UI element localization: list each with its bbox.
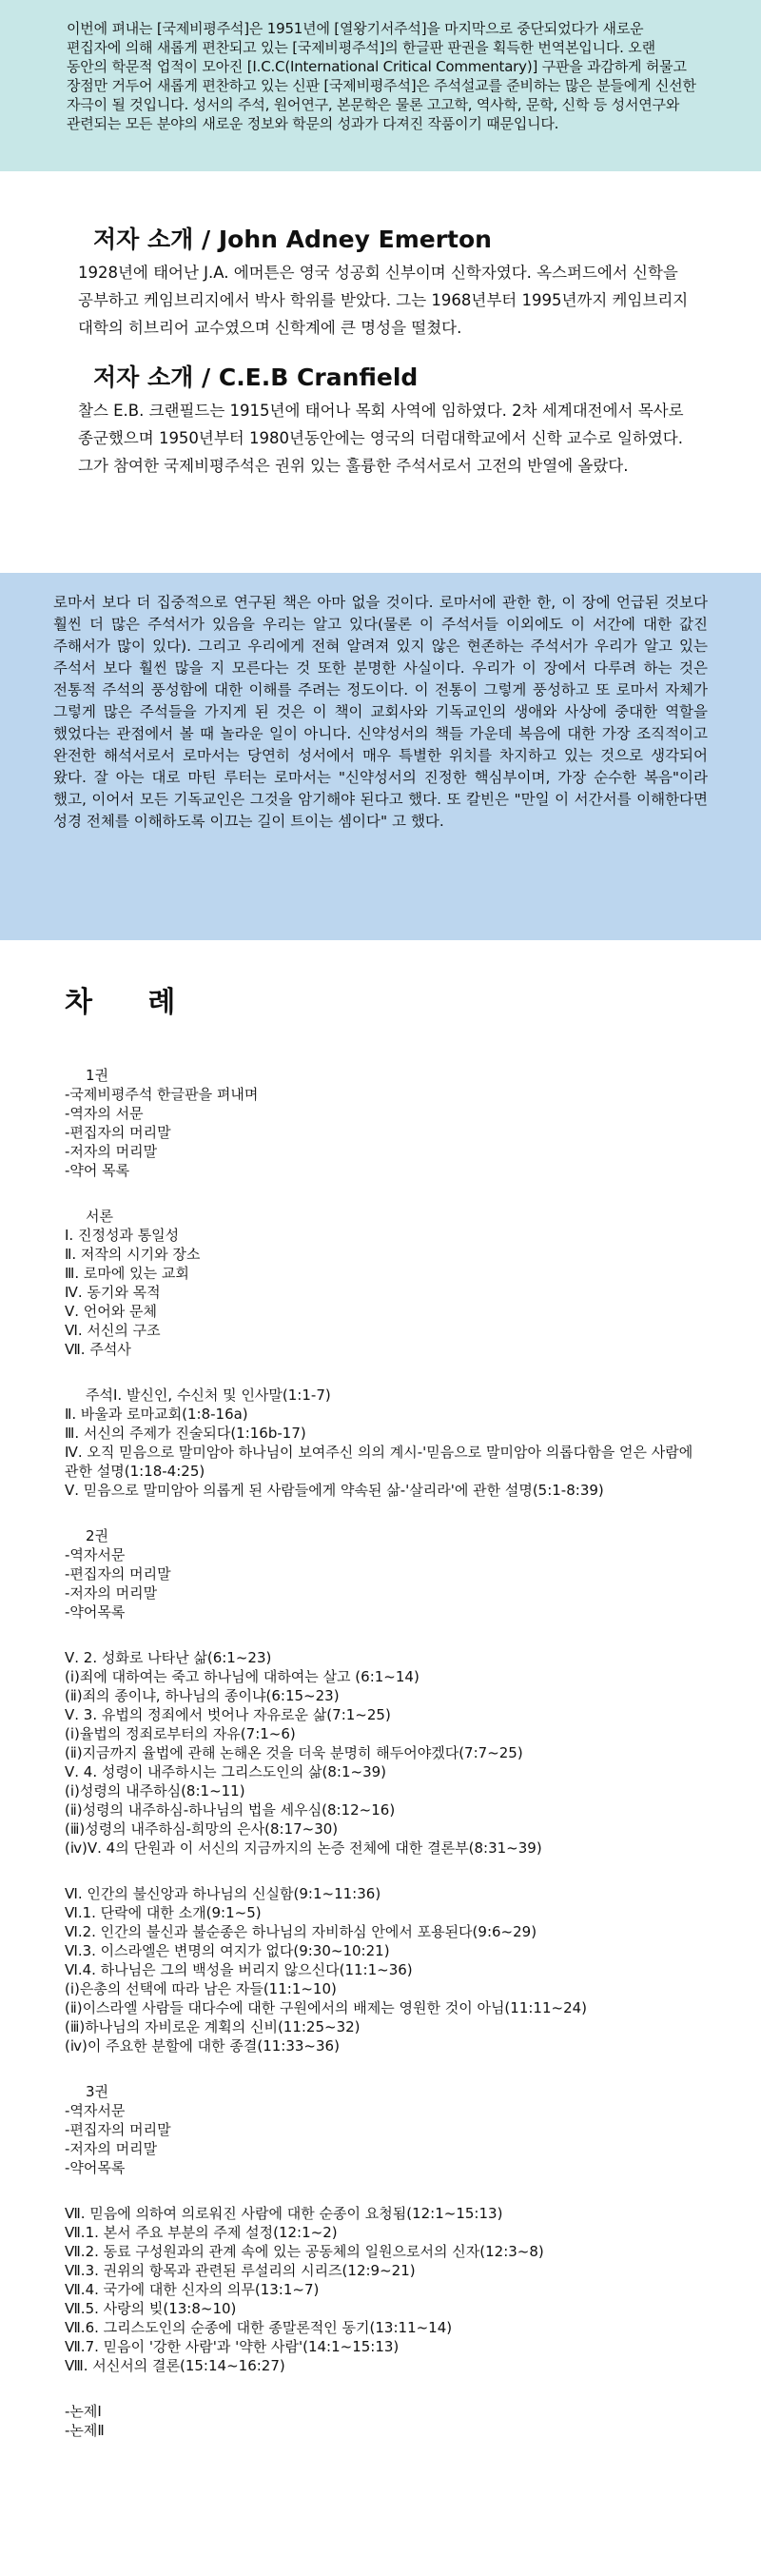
toc-section xyxy=(65,1884,696,2055)
toc-item: -약어목록 xyxy=(65,2159,126,2176)
toc-item: Ⅱ. 바울과 로마교회(1:8-16a) xyxy=(65,1406,248,1423)
toc-item: (ⅰ)죄에 대하여는 죽고 하나님에 대하여는 살고 (6:1~14) xyxy=(65,1668,420,1685)
toc-item: -논제Ⅰ xyxy=(65,2403,102,2420)
quote-text: 로마서 보다 더 집중적으로 연구된 책은 아마 없을 것이다. 로마서에 관한 한, 이 장에 언급된 것보다 훨씬 더 많은 주석서가 있음을 우리는 알고 있다(물론 이 주석서들 이외에도 이 서간에 대한 값진 주해서가 많이 있다). 그리고 우리에게 전혀 알려져 있지 않은 현존하는 주석서가 우리가 알고 있는 주석서 보다 훨씬 많을 지 모른다는 것 또한 분명한 사실이다. 우리가 이 장에서 다루려 하는 것은 전통적 주석의 풍성함에 대한 이해를 주려는 정도이다. 이 전통이 그렇게 풍성하고 또 로마서 자체가 그렇게 많은 주석들을 가지게 된 것은 이 책이 교회사와 기독교인의 생애와 사상에 중대한 역할을 했었다는 관점에서 볼 때 놀라운 일이 아니다. 신약성서의 책들 가운데 복음에 대한 가장 조직적이고 완전한 해석서로서 로마서는 당연히 성서에서 매우 특별한 위치를 차지하고 있는 것으로 생각되어 왔다. 잘 아는 대로 마틴 루터는 로마서는 "신약성서의 진정한 핵심부이며, 가장 순수한 복음"이라 했고, 이어서 모든 기독교인은 그것을 암기해야 된다고 했다. 또 칼빈은 "만일 이 서간서를 이해한다면 성경 전체를 이해하도록 이끄는 길이 트이는 셈이다" 고 했다. xyxy=(53,594,708,830)
toc-item: -국제비평주석 한글판을 펴내며 xyxy=(65,1086,259,1103)
toc-item: -저자의 머리말 xyxy=(65,2140,158,2157)
toc-section xyxy=(65,1386,696,1500)
toc-list xyxy=(65,1648,696,1858)
toc-item: -논제Ⅱ xyxy=(65,2422,105,2439)
toc-item: Ⅳ. 오직 믿음으로 말미암아 하나님이 보여주신 의의 계시-'믿음으로 말미암아 의롭다함을 얻은 사람에 관한 설명(1:18-4:25) xyxy=(65,1444,693,1480)
toc-section xyxy=(65,1526,696,1622)
intro-text: 이번에 펴내는 [국제비평주석]은 1951년에 [열왕기서주석]을 마지막으로 중단되었다가 새로운 편집자에 의해 새롭게 편찬되고 있는 [국제비평주석]의 한글판 판권을 획득한 번역본입니다. 오랜 동안의 학문적 업적이 모아진 [I.C.C(International Critical Commentary)] 구판을 과감하게 허물고 장점만 거두어 새롭게 편찬하고 있는 신판 [국제비평주석]은 주석설교를 준비하는 많은 분들에게 신선한 자극이 될 것입니다. 성서의 주석, 원어연구, 본문학은 물론 고고학, 역사학, 문학, 신학 등 성서연구와 관련되는 모든 분야의 새로운 정보와 학문의 성과가 다져진 작품이기 때문입니다. xyxy=(67,20,696,132)
toc-item: Ⅴ. 2. 성화로 나타난 삶(6:1~23) xyxy=(65,1649,272,1666)
toc-item: (ⅱ)성령의 내주하심-하나님의 법을 세우심(8:12~16) xyxy=(65,1801,396,1819)
toc-item: -편집자의 머리말 xyxy=(65,2121,171,2138)
toc-item: -약어목록 xyxy=(65,1603,126,1621)
author-bio: 찰스 E.B. 크랜필드는 1915년에 태어나 목회 사역에 임하였다. 2차 세계대전에서 목사로 종군했으며 1950년부터 1980년동안에는 영국의 더럼대학교에서 신학 교수로 일하였다. 그가 참여한 국제비평주석은 권위 있는 훌륭한 주석서로서 고전의 반열에 올랐다. xyxy=(78,402,684,475)
toc-item: -저자의 머리말 xyxy=(65,1143,158,1160)
toc-list xyxy=(65,1085,696,1180)
toc-item: -역자서문 xyxy=(65,1546,126,1563)
toc-item: Ⅵ.1. 단락에 대한 소개(9:1~5) xyxy=(65,1904,262,1921)
toc-item: (ⅳ)Ⅴ. 4의 단원과 이 서신의 지금까지의 논증 전체에 대한 결론부(8:31~39) xyxy=(65,1839,542,1857)
toc-section-heading: 서론 xyxy=(86,1208,113,1225)
toc-item: Ⅷ. 서신서의 결론(15:14~16:27) xyxy=(65,2357,285,2374)
toc-item: Ⅵ.4. 하나님은 그의 백성을 버리지 않으신다(11:1~36) xyxy=(65,1961,413,1978)
author-bio: 1928년에 태어난 J.A. 에머튼은 영국 성공회 신부이며 신학자였다. 옥스퍼드에서 신학을 공부하고 케임브리지에서 박사 학위를 받았다. 그는 1968년부터 1995년까지 케임브리지 대학의 히브리어 교수였으며 신학계에 큰 명성을 떨쳤다. xyxy=(78,264,689,337)
author-section xyxy=(0,171,761,573)
toc-item: Ⅵ. 인간의 불신앙과 하나님의 신실함(9:1~11:36) xyxy=(65,1885,381,1902)
toc-item: -편집자의 머리말 xyxy=(65,1565,171,1583)
toc-item: Ⅴ. 언어와 문체 xyxy=(65,1303,158,1320)
toc-section-heading: 3권 xyxy=(86,2083,109,2100)
author-title: 저자 소개 / C.E.B Cranfield xyxy=(93,364,419,391)
toc-section xyxy=(65,1066,696,1180)
toc-section xyxy=(65,2082,696,2177)
toc-section xyxy=(65,2402,696,2440)
table-of-contents xyxy=(0,940,761,2440)
toc-item: Ⅶ.5. 사랑의 빚(13:8~10) xyxy=(65,2300,237,2317)
toc-section xyxy=(65,2204,696,2375)
toc-item: Ⅴ. 믿음으로 말미암아 의롭게 된 사람들에게 약속된 삶-'살리라'에 관한 설명(5:1-8:39) xyxy=(65,1482,604,1499)
toc-list xyxy=(65,2204,696,2375)
toc-item: (ⅲ)성령의 내주하심-희망의 은사(8:17~30) xyxy=(65,1820,339,1838)
toc-item: -저자의 머리말 xyxy=(65,1584,158,1602)
toc-item: (ⅰ)성령의 내주하심(8:1~11) xyxy=(65,1782,245,1799)
toc-item: Ⅶ.1. 본서 주요 부분의 주제 설정(12:1~2) xyxy=(65,2224,338,2241)
toc-section-heading: 1권 xyxy=(86,1067,109,1084)
toc-item: (ⅲ)하나님의 자비로운 계획의 신비(11:25~32) xyxy=(65,2018,361,2035)
toc-list xyxy=(65,1226,696,1359)
toc-item: Ⅵ.2. 인간의 불신과 불순종은 하나님의 자비하심 안에서 포용된다(9:6~29) xyxy=(65,1923,537,1940)
author-block-cranfield xyxy=(57,363,704,480)
toc-item: (ⅱ)죄의 종이냐, 하나님의 종이냐(6:15~23) xyxy=(65,1687,340,1704)
toc-item: Ⅵ. 서신의 구조 xyxy=(65,1322,161,1339)
toc-item: (ⅰ)율법의 정죄로부터의 자유(7:1~6) xyxy=(65,1725,296,1742)
toc-item: Ⅶ. 믿음에 의하여 의로워진 사람에 대한 순종이 요청됨(12:1~15:13) xyxy=(65,2205,503,2222)
toc-item: Ⅳ. 동기와 목적 xyxy=(65,1284,161,1301)
toc-list xyxy=(65,1405,696,1500)
toc-list xyxy=(65,1545,696,1622)
toc-item: (ⅱ)이스라엘 사람들 대다수에 대한 구원에서의 배제는 영원한 것이 아님(11:11~24) xyxy=(65,1999,588,2016)
toc-item: Ⅶ. 주석사 xyxy=(65,1341,131,1358)
toc-item: Ⅴ. 3. 유법의 정죄에서 벗어나 자유로운 삶(7:1~25) xyxy=(65,1706,391,1723)
toc-item: Ⅶ.4. 국가에 대한 신자의 의무(13:1~7) xyxy=(65,2281,320,2298)
intro-box xyxy=(0,0,761,171)
toc-item: Ⅲ. 서신의 주제가 진술되다(1:16b-17) xyxy=(65,1425,306,1442)
author-block-emerton xyxy=(57,225,704,342)
toc-item: (ⅱ)지금까지 율법에 관해 논해온 것을 더욱 분명히 해두어야겠다(7:7~25) xyxy=(65,1744,523,1761)
toc-item: (ⅰ)은총의 선택에 따라 남은 자들(11:1~10) xyxy=(65,1980,337,1997)
toc-item: Ⅶ.2. 동료 구성원과의 관계 속에 있는 공동체의 일원으로서의 신자(12:3~8) xyxy=(65,2243,544,2260)
toc-item: Ⅰ. 진정성과 통일성 xyxy=(65,1227,180,1244)
toc-item: (ⅳ)이 주요한 분할에 대한 종결(11:33~36) xyxy=(65,2037,340,2055)
toc-item: -약어 목록 xyxy=(65,1162,130,1179)
toc-list xyxy=(65,2402,696,2440)
toc-item: Ⅶ.7. 믿음이 '강한 사람'과 '약한 사람'(14:1~15:13) xyxy=(65,2338,400,2355)
toc-item: Ⅶ.3. 권위의 항목과 관련된 루설리의 시리즈(12:9~21) xyxy=(65,2262,416,2279)
author-title: 저자 소개 / John Adney Emerton xyxy=(93,226,492,253)
toc-title: 차 례 xyxy=(65,986,199,1019)
toc-item: Ⅱ. 저작의 시기와 장소 xyxy=(65,1246,201,1263)
toc-section-heading: 주석Ⅰ. 발신인, 수신처 및 인사말(1:1-7) xyxy=(86,1386,331,1404)
toc-section-heading: 2권 xyxy=(86,1527,109,1544)
toc-section xyxy=(65,1648,696,1858)
toc-item: -역자의 서문 xyxy=(65,1105,144,1122)
toc-item: Ⅲ. 로마에 있는 교회 xyxy=(65,1265,189,1282)
toc-sections xyxy=(65,1066,696,2440)
toc-section xyxy=(65,1207,696,1359)
toc-list xyxy=(65,2101,696,2177)
toc-item: Ⅴ. 4. 성령이 내주하시는 그리스도인의 삶(8:1~39) xyxy=(65,1763,387,1780)
toc-list xyxy=(65,1884,696,2055)
toc-item: Ⅶ.6. 그리스도인의 순종에 대한 종말론적인 동기(13:11~14) xyxy=(65,2319,453,2336)
quote-box xyxy=(0,573,761,940)
toc-item: -역자서문 xyxy=(65,2102,126,2119)
toc-item: Ⅵ.3. 이스라엘은 변명의 여지가 없다(9:30~10:21) xyxy=(65,1942,390,1959)
toc-item: -편집자의 머리말 xyxy=(65,1124,171,1141)
